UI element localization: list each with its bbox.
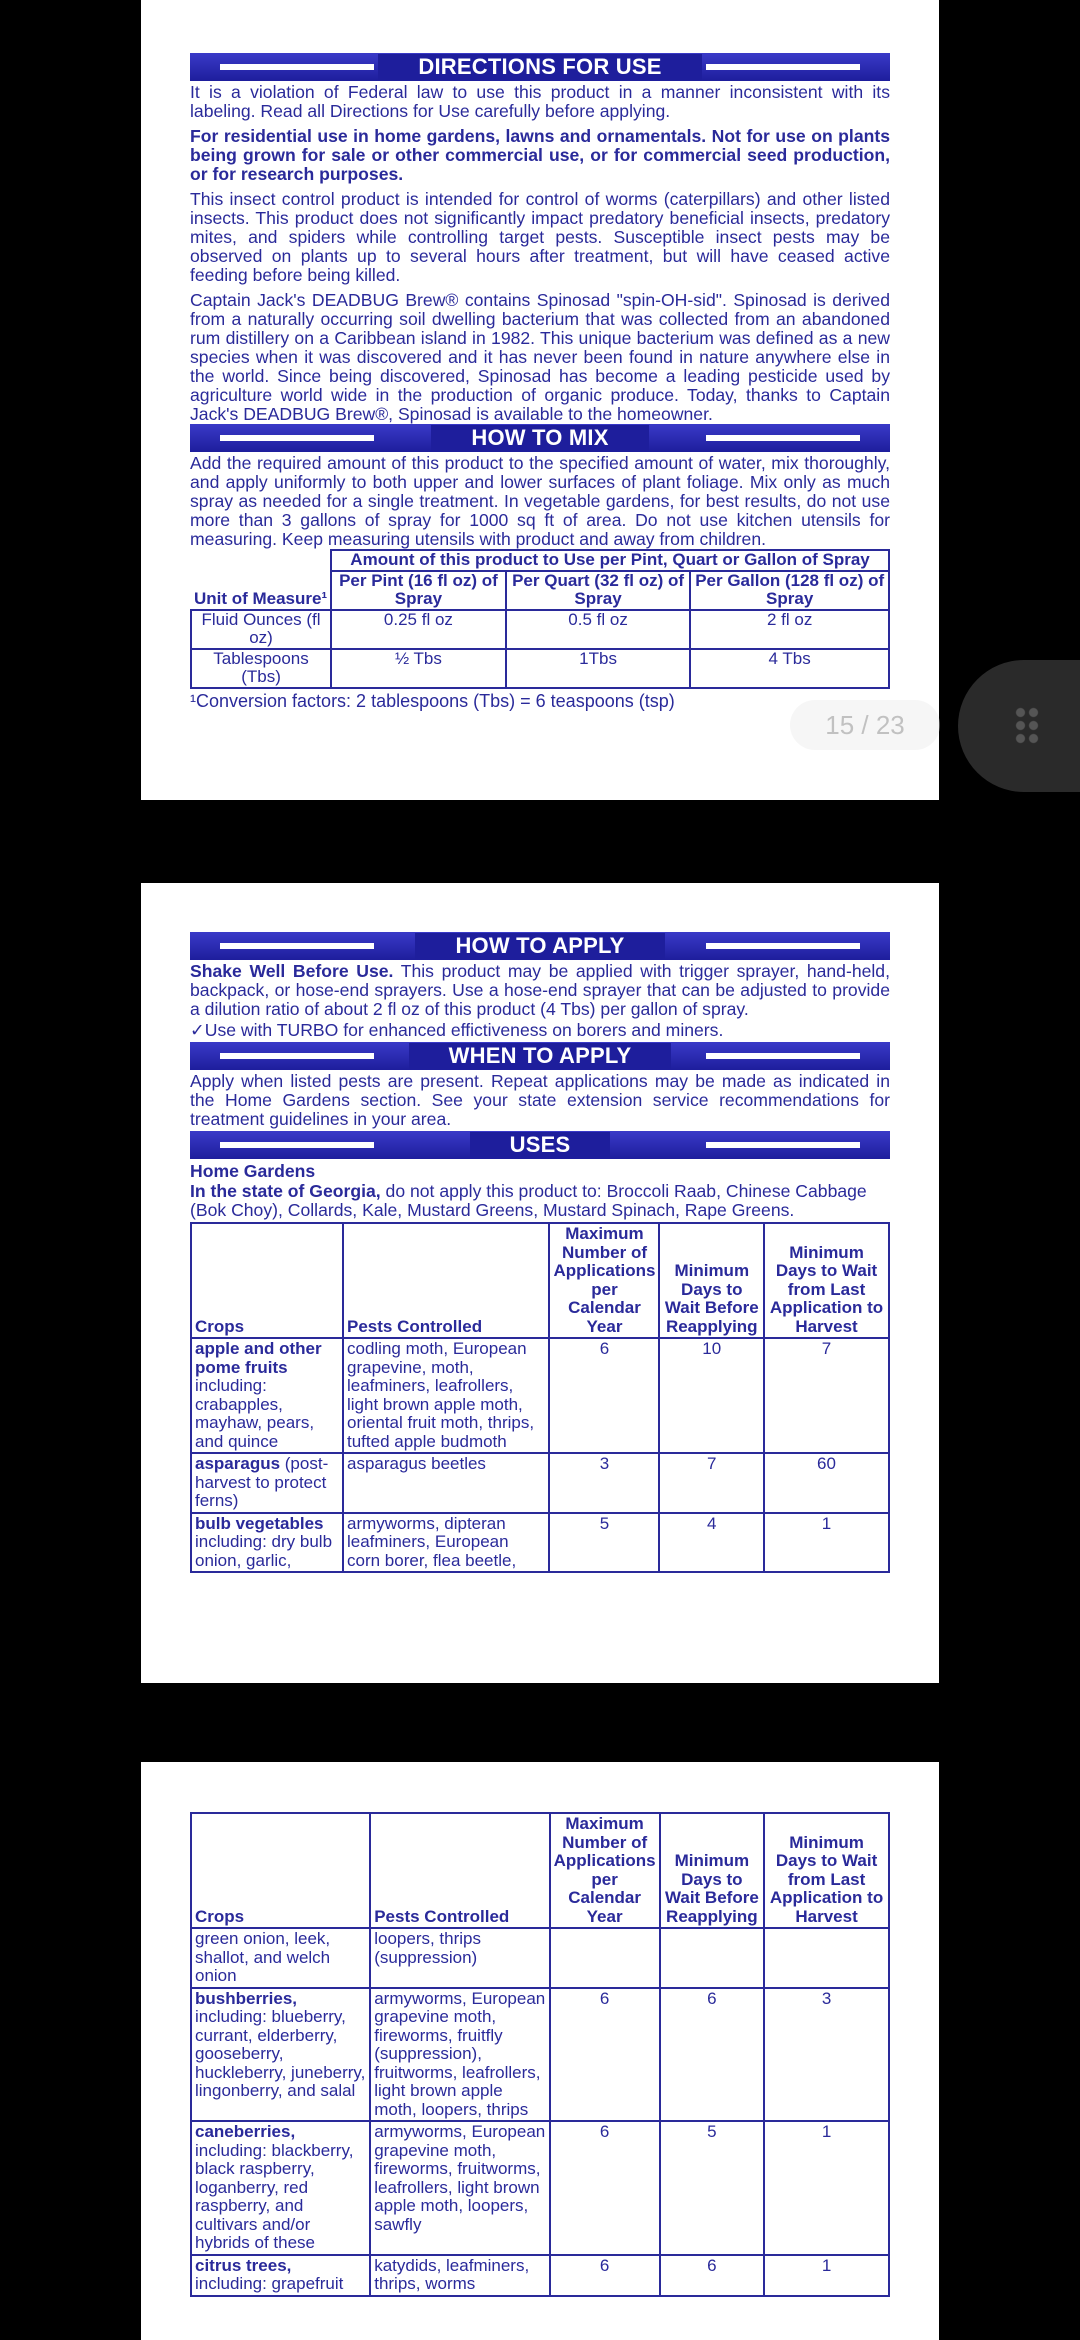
- gallon-cell: 2 fl oz: [690, 610, 889, 649]
- max-cell: 6: [550, 1988, 660, 2122]
- conversion-footnote: ¹Conversion factors: 2 tablespoons (Tbs) = 6 teaspoons (tsp): [190, 690, 675, 711]
- quart-cell: 0.5 fl oz: [506, 610, 691, 649]
- harvest-cell: 1: [764, 2121, 889, 2255]
- max-cell: 3: [549, 1453, 659, 1513]
- max-cell: [550, 1928, 660, 1988]
- max-cell: 6: [550, 2121, 660, 2255]
- apply-text: This product may be applied with trigger sprayer, hand-held, backpack, or hose-end sprayers. Use a hose-end sprayer that can be adjusted to provide a dilution ratio of about 2 fl oz of this product (4 Tbs) per gallon of spray.: [190, 961, 890, 1019]
- harvest-cell: 3: [764, 1988, 889, 2122]
- uses-header: USES: [190, 1131, 890, 1159]
- georgia-bold: In the state of Georgia,: [190, 1181, 381, 1201]
- crop-cell: citrus trees, including: grapefruit: [191, 2255, 370, 2296]
- table-row: [191, 2121, 889, 2255]
- apply-paragraph: [190, 962, 890, 1019]
- min-reapply-header: Minimum Days to Wait Before Reapplying: [660, 1813, 765, 1928]
- shake-well-text: Shake Well Before Use.: [190, 961, 394, 981]
- table-row: [191, 610, 889, 649]
- federal-law-paragraph: It is a violation of Federal law to use this product in a manner inconsistent with its labeling. Read all Directions for Use carefully before applying.: [190, 82, 890, 121]
- page-indicator: 15 / 23: [790, 700, 940, 750]
- unit-cell: Fluid Ounces (fl oz): [191, 610, 331, 649]
- max-applications-header: Maximum Number of Applications per Calendar Year: [550, 1813, 660, 1928]
- reapply-cell: 6: [660, 2255, 765, 2296]
- document-page-3: [141, 1762, 939, 2340]
- pint-cell: ½ Tbs: [331, 649, 506, 688]
- quart-cell: 1Tbs: [506, 649, 691, 688]
- reapply-cell: [660, 1928, 765, 1988]
- gallon-cell: 4 Tbs: [690, 649, 889, 688]
- document-page-1: [141, 0, 939, 800]
- table-row: [191, 1338, 889, 1453]
- georgia-text: do not apply this product to: Broccoli Raab, Chinese Cabbage (Bok Choy), Collards, Kale, Mustard Greens, Mustard Spinach, Rape Greens.: [190, 1181, 867, 1220]
- crop-cell: apple and other pome fruits including: crabapples, mayhaw, pears, and quince: [191, 1338, 343, 1453]
- per-pint-header: Per Pint (16 fl oz) of Spray: [331, 571, 506, 610]
- document-page-2: [141, 883, 939, 1683]
- crops-header: Crops: [191, 1223, 343, 1338]
- pests-header: Pests Controlled: [343, 1223, 549, 1338]
- reapply-cell: 10: [659, 1338, 764, 1453]
- pests-cell: asparagus beetles: [343, 1453, 549, 1513]
- crop-cell: green onion, leek, shallot, and welch onion: [191, 1928, 370, 1988]
- max-cell: 6: [550, 2255, 660, 2296]
- mix-table: [190, 549, 890, 689]
- how-to-mix-header: HOW TO MIX: [190, 424, 890, 452]
- how-to-apply-header: HOW TO APPLY: [190, 932, 890, 960]
- georgia-paragraph: [190, 1182, 890, 1220]
- min-harvest-header: Minimum Days to Wait from Last Application to Harvest: [764, 1223, 889, 1338]
- harvest-cell: 7: [764, 1338, 889, 1453]
- residential-use-paragraph: For residential use in home gardens, lawns and ornamentals. Not for use on plants being grown for sale or other commercial use, or for commercial seed production, or for research purposes.: [190, 126, 890, 184]
- crop-cell: bulb vegetables including: dry bulb onion, garlic,: [191, 1513, 343, 1573]
- crop-cell: bushberries, including: blueberry, currant, elderberry, gooseberry, huckleberry, juneberry, lingonberry, and salal: [191, 1988, 370, 2122]
- min-reapply-header: Minimum Days to Wait Before Reapplying: [659, 1223, 764, 1338]
- uses-table-page-2: [190, 1222, 890, 1573]
- when-to-apply-header: WHEN TO APPLY: [190, 1042, 890, 1070]
- table-row: [191, 1513, 889, 1573]
- intended-use-paragraph: This insect control product is intended for control of worms (caterpillars) and other listed insects. This product does not significantly impact predatory beneficial insects, predatory mites, and spiders while controlling target pests. Susceptible insect pests may be observed on plants up to several hours after treatment, but will have ceased active feeding before being killed.: [190, 189, 890, 285]
- table-row: [191, 1988, 889, 2122]
- page-1-content: [190, 53, 890, 712]
- reapply-cell: 6: [660, 1988, 765, 2122]
- reapply-cell: 7: [659, 1453, 764, 1513]
- pests-cell: katydids, leafminers, thrips, worms: [370, 2255, 549, 2296]
- pests-cell: armyworms, dipteran leafminers, European corn borer, flea beetle,: [343, 1513, 549, 1573]
- directions-header: DIRECTIONS FOR USE: [190, 53, 890, 81]
- crops-header: Crops: [191, 1813, 370, 1928]
- home-gardens-heading: Home Gardens: [190, 1161, 316, 1181]
- max-cell: 5: [549, 1513, 659, 1573]
- page-3-content: [190, 1812, 890, 2297]
- uses-table-page-3: [190, 1812, 890, 2297]
- pests-header: Pests Controlled: [370, 1813, 549, 1928]
- reapply-cell: 5: [660, 2121, 765, 2255]
- turbo-note: ✓Use with TURBO for enhanced effictiveness on borers and miners.: [190, 1020, 724, 1040]
- page-2-content: [190, 932, 890, 1573]
- per-gallon-header: Per Gallon (128 fl oz) of Spray: [690, 571, 889, 610]
- fast-scroll-handle[interactable]: [958, 660, 1080, 792]
- min-harvest-header: Minimum Days to Wait from Last Application to Harvest: [764, 1813, 889, 1928]
- mix-paragraph: Add the required amount of this product to the specified amount of water, mix thoroughly, and apply uniformly to both upper and lower surfaces of plant foliage. Mix only as much spray as needed for a single treatment. In vegetable gardens, for best results, do not use more than 3 gallons of spray for 1000 sq ft of area. Do not use kitchen utensils for measuring. Keep measuring utensils with product and away from children.: [190, 453, 890, 549]
- max-applications-header: Maximum Number of Applications per Calendar Year: [549, 1223, 659, 1338]
- harvest-cell: 1: [764, 2255, 889, 2296]
- crop-cell: caneberries, including: blackberry, black raspberry, loganberry, red raspberry, and cultivars and/or hybrids of these: [191, 2121, 370, 2255]
- pests-cell: codling moth, European grapevine, moth, leafminers, leafrollers, light brown apple moth, oriental fruit moth, thrips, tufted apple budmoth: [343, 1338, 549, 1453]
- harvest-cell: [764, 1928, 889, 1988]
- table-row: [191, 649, 889, 688]
- per-quart-header: Per Quart (32 fl oz) of Spray: [506, 571, 691, 610]
- harvest-cell: 1: [764, 1513, 889, 1573]
- spinosad-paragraph: Captain Jack's DEADBUG Brew® contains Spinosad "spin-OH-sid". Spinosad is derived from a naturally occurring soil dwelling bacterium that was collected from an abandoned rum distillery on a Caribbean island in 1982. This unique bacterium was defined as a new species when it was discovered and it has never been found in nature anywhere else in the world. Since being discovered, Spinosad has become a leading pesticide used by agriculture world wide in the production of organic produce. Today, thanks to Captain Jack's DEADBUG Brew®, Spinosad is available to the homeowner.: [190, 290, 890, 424]
- table-row: [191, 1928, 889, 1988]
- unit-cell: Tablespoons (Tbs): [191, 649, 331, 688]
- pint-cell: 0.25 fl oz: [331, 610, 506, 649]
- reapply-cell: 4: [659, 1513, 764, 1573]
- pests-cell: loopers, thrips (suppression): [370, 1928, 549, 1988]
- crop-cell: asparagus (post-harvest to protect ferns): [191, 1453, 343, 1513]
- pests-cell: armyworms, European grapevine moth, fireworms, fruitworms, leafrollers, light brown apple moth, loopers, sawfly: [370, 2121, 549, 2255]
- drag-handle-icon: [1014, 706, 1040, 746]
- unit-of-measure-header: Unit of Measure¹: [191, 550, 331, 610]
- max-cell: 6: [549, 1338, 659, 1453]
- table-row: [191, 2255, 889, 2296]
- harvest-cell: 60: [764, 1453, 889, 1513]
- table-row: [191, 1453, 889, 1513]
- when-paragraph: Apply when listed pests are present. Repeat applications may be made as indicated in the Home Gardens section. See your state extension service recommendations for treatment guidelines in your area.: [190, 1071, 890, 1129]
- mix-group-header: Amount of this product to Use per Pint, Quart or Gallon of Spray: [331, 550, 889, 571]
- pests-cell: armyworms, European grapevine moth, fireworms, fruitfly (suppression), fruitworms, leafrollers, light brown apple moth, loopers, thrips: [370, 1988, 549, 2122]
